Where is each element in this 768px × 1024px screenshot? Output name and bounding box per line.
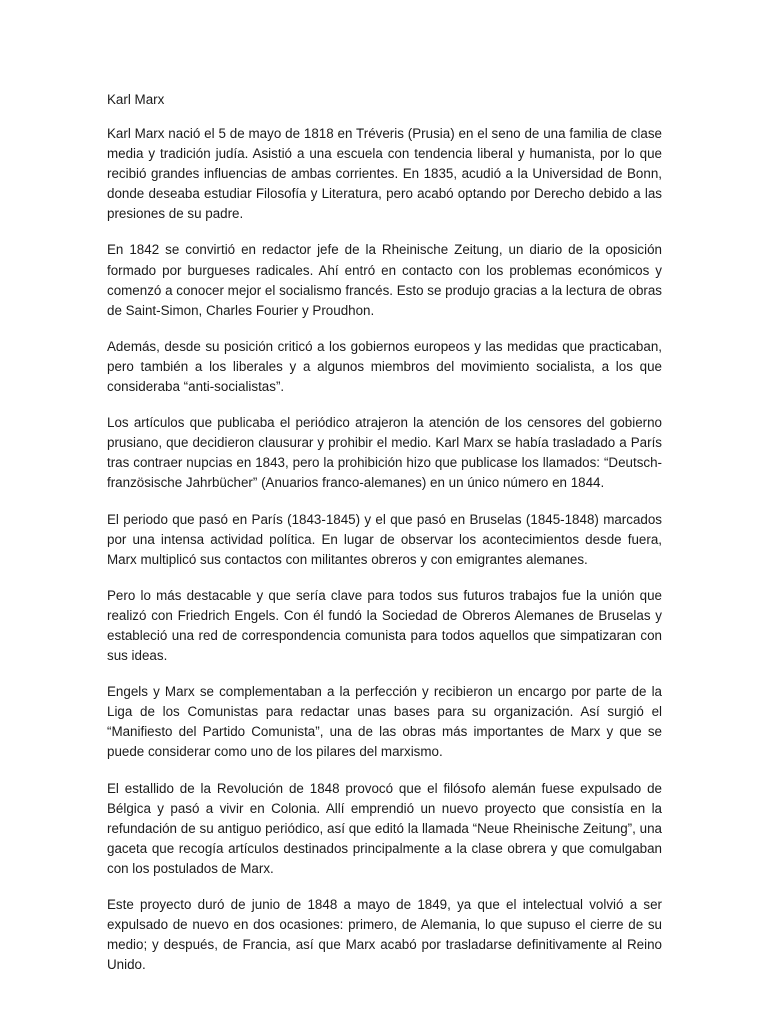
paragraph-7: Engels y Marx se complementaban a la perfección y recibieron un encargo por parte de la Liga de los Comunistas para redactar unas bases para su organización. Así surgió el “Manifiesto del Partido Comunista”, una de las obras más importantes de Marx y que se puede considerar como uno de los pilares del marxismo. <box>107 684 662 760</box>
paragraph-4: Los artículos que publicaba el periódico atrajeron la atención de los censores del gobierno prusiano, que decidieron clausurar y prohibir el medio. Karl Marx se había trasladado a París tras contraer nupcias en 1843, pero la prohibición hizo que publicase los llamados: “Deutsch-französische Jahrbücher” (Anuarios franco-alemanes) en un único número en 1844. <box>107 415 662 491</box>
paragraph-9: Este proyecto duró de junio de 1848 a mayo de 1849, ya que el intelectual volvió a ser expulsado de nuevo en dos ocasiones: primero, de Alemania, lo que supuso el cierre de su medio; y después, de Francia, así que Marx acabó por trasladarse definitivamente al Reino Unido. <box>107 897 662 973</box>
paragraph-3: Además, desde su posición criticó a los gobiernos europeos y las medidas que practicaban, pero también a los liberales y a algunos miembros del movimiento socialista, a los que consideraba “anti-socialistas”. <box>107 338 662 395</box>
paragraph-8: El estallido de la Revolución de 1848 provocó que el filósofo alemán fuese expulsado de Bélgica y pasó a vivir en Colonia. Allí emprendió un nuevo proyecto que consistía en la refundación de su antiguo periódico, así que editó la llamada “Neue Rheinische Zeitung”, una gaceta que recogía artículos destinados principalmente a la clase obrera y que comulgaban con los postulados de Marx. <box>107 780 662 876</box>
paragraph-1: Karl Marx nació el 5 de mayo de 1818 en Tréveris (Prusia) en el seno de una familia de clase media y tradición judía. Asistió a una escuela con tendencia liberal y humanista, por lo que recibió grandes influencias de ambas corrientes. En 1835, acudió a la Universidad de Bonn, donde deseaba estudiar Filosofía y Literatura, pero acabó optando por Derecho debido a las presiones de su padre. <box>107 126 662 222</box>
paragraph-5: El periodo que pasó en París (1843-1845) y el que pasó en Bruselas (1845-1848) marcados por una intensa actividad política. En lugar de observar los acontecimientos desde fuera, Marx multiplicó sus contactos con militantes obreros y con emigrantes alemanes. <box>107 511 662 567</box>
document-title: Karl Marx <box>107 92 165 107</box>
paragraph-6: Pero lo más destacable y que sería clave para todos sus futuros trabajos fue la unión que realizó con Friedrich Engels. Con él fundó la Sociedad de Obreros Alemanes de Bruselas y estableció una red de correspondencia comunista para todos aquellos que simpatizaran con sus ideas. <box>107 587 662 664</box>
paragraph-2: En 1842 se convirtió en redactor jefe de la Rheinische Zeitung, un diario de la oposición formado por burgueses radicales. Ahí entró en contacto con los problemas económicos y comenzó a conocer mejor el socialismo francés. Esto se produjo gracias a la lectura de obras de Saint-Simon, Charles Fourier y Proudhon. <box>107 242 662 318</box>
